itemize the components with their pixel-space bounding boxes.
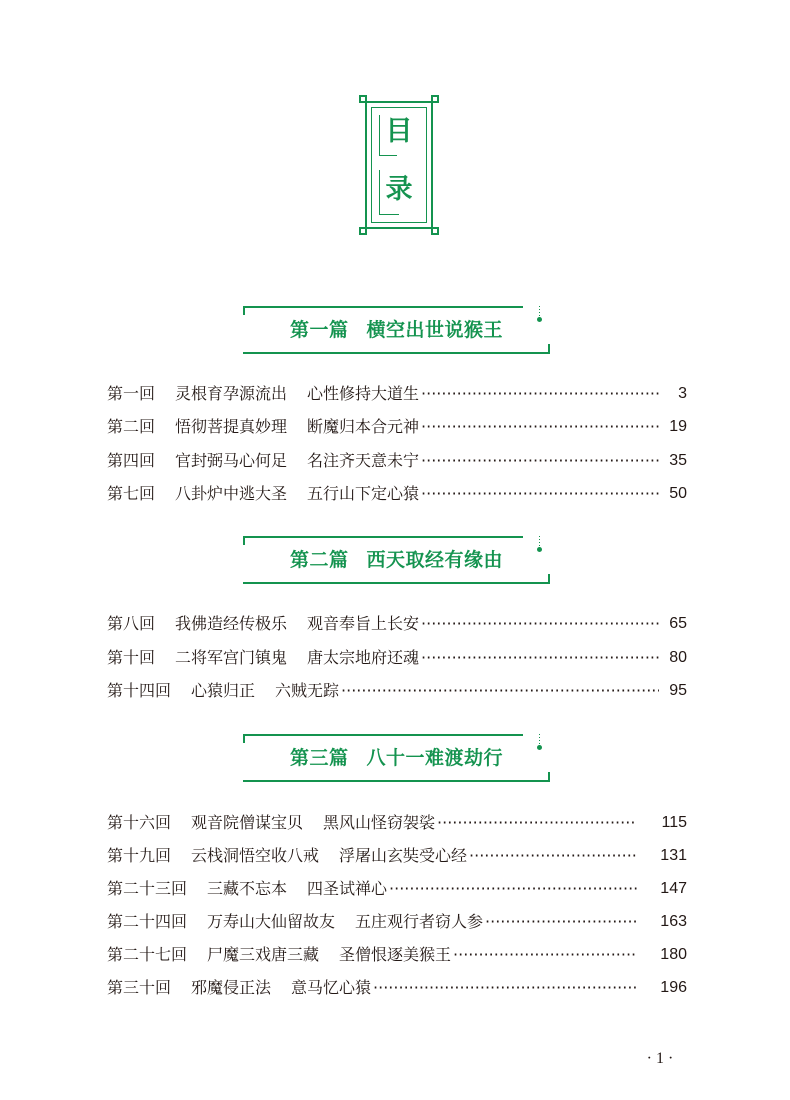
toc-entry[interactable] (107, 612, 687, 636)
section-header-3 (243, 734, 550, 782)
toc-entry[interactable] (107, 415, 687, 439)
chapter-title-first: 灵根育孕源流出 (175, 384, 288, 403)
section-header-1 (243, 306, 550, 354)
chapter-title-second: 黑风山怪窃袈裟 (323, 813, 436, 832)
toc-entry[interactable] (107, 877, 687, 901)
toc-entry[interactable] (107, 844, 687, 868)
dot-leader (421, 415, 659, 439)
frame-corner (431, 95, 439, 103)
chapter-number: 第十四回 (107, 681, 172, 700)
chapter-title-first: 三藏不忘本 (207, 879, 288, 898)
page-ref: 80 (669, 649, 687, 666)
page-ref: 65 (669, 615, 687, 632)
dot-leader (437, 811, 637, 835)
toc-entry[interactable] (107, 382, 687, 406)
section-part: 第三篇 (289, 747, 349, 769)
dot-leader (373, 976, 637, 1000)
chapter-title-second: 六贼无踪 (275, 681, 340, 700)
chapter-number: 第八回 (107, 614, 156, 633)
chapter-number: 第二十七回 (107, 945, 188, 964)
toc-entry[interactable] (107, 449, 687, 473)
chapter-title-second: 浮屠山玄奘受心经 (339, 846, 468, 865)
dot-leader (453, 943, 637, 967)
chapter-title-second: 五行山下定心猿 (307, 484, 420, 503)
page-ref: 95 (669, 682, 687, 699)
chapter-title-second: 四圣试禅心 (307, 879, 388, 898)
dot-leader (421, 449, 659, 473)
chapter-number: 第十回 (107, 648, 156, 667)
dot-leader (341, 679, 659, 703)
toc-title-frame (359, 95, 439, 235)
chapter-title-first: 八卦炉中逃大圣 (175, 484, 288, 503)
page-ref: 196 (660, 979, 687, 996)
chapter-number: 第二十三回 (107, 879, 188, 898)
dot-leader (421, 612, 659, 636)
chapter-title-second: 唐太宗地府还魂 (307, 648, 420, 667)
frame-corner (431, 227, 439, 235)
dot-leader (421, 382, 659, 406)
chapter-number: 第七回 (107, 484, 156, 503)
chapter-title-first: 二将军宫门镇鬼 (175, 648, 288, 667)
page-ref: 50 (669, 485, 687, 502)
page-ref: 147 (660, 880, 687, 897)
toc-entry[interactable] (107, 811, 687, 835)
section-header-2 (243, 536, 550, 584)
page-number: · 1 · (646, 1050, 674, 1067)
section-title (243, 318, 550, 342)
chapter-number: 第二回 (107, 417, 156, 436)
section-title (243, 548, 550, 572)
chapter-title-first: 我佛造经传极乐 (175, 614, 288, 633)
chapter-title-first: 心猿归正 (191, 681, 256, 700)
chapter-number: 第十九回 (107, 846, 172, 865)
chapter-title-second: 意马忆心猿 (291, 978, 372, 997)
chapter-title-second: 五庄观行者窃人参 (355, 912, 484, 931)
chapter-title-second: 名注齐天意未宁 (307, 451, 420, 470)
toc-title-char-1: 目 (385, 116, 413, 147)
chapter-title-first: 云栈洞悟空收八戒 (191, 846, 320, 865)
frame-corner (359, 95, 367, 103)
page-ref: 163 (660, 913, 687, 930)
frame-corner (359, 227, 367, 235)
page-ref: 115 (661, 814, 687, 831)
section-name: 八十一难渡劫行 (366, 747, 504, 769)
chapter-title-second: 心性修持大道生 (307, 384, 420, 403)
dot-leader (485, 910, 637, 934)
dot-leader (421, 646, 659, 670)
chapter-title-first: 邪魔侵正法 (191, 978, 272, 997)
section-name: 西天取经有缘由 (366, 549, 504, 571)
toc-entry[interactable] (107, 482, 687, 506)
chapter-number: 第一回 (107, 384, 156, 403)
chapter-title-second: 圣僧恨逐美猴王 (339, 945, 452, 964)
toc-entry[interactable] (107, 679, 687, 703)
chapter-title-first: 万寿山大仙留故友 (207, 912, 336, 931)
section-name: 横空出世说猴王 (366, 319, 504, 341)
page-ref: 3 (678, 385, 687, 402)
chapter-title-first: 悟彻菩提真妙理 (175, 417, 288, 436)
toc-title-char-2: 录 (385, 174, 413, 205)
chapter-title-second: 观音奉旨上长安 (307, 614, 420, 633)
chapter-title-first: 观音院僧谋宝贝 (191, 813, 304, 832)
section-part: 第二篇 (289, 549, 349, 571)
toc-entry[interactable] (107, 646, 687, 670)
chapter-title-first: 官封弼马心何足 (175, 451, 288, 470)
chapter-number: 第四回 (107, 451, 156, 470)
page-ref: 131 (660, 847, 687, 864)
page-ref: 35 (669, 452, 687, 469)
dot-leader (421, 482, 659, 506)
chapter-title-first: 尸魔三戏唐三藏 (207, 945, 320, 964)
toc-entry[interactable] (107, 943, 687, 967)
dot-leader (389, 877, 637, 901)
chapter-number: 第三十回 (107, 978, 172, 997)
section-title (243, 746, 550, 770)
chapter-number: 第十六回 (107, 813, 172, 832)
dot-leader (469, 844, 637, 868)
chapter-title-second: 断魔归本合元神 (307, 417, 420, 436)
section-part: 第一篇 (289, 319, 349, 341)
page-ref: 19 (669, 418, 687, 435)
toc-entry[interactable] (107, 910, 687, 934)
chapter-number: 第二十四回 (107, 912, 188, 931)
toc-entry[interactable] (107, 976, 687, 1000)
page-ref: 180 (660, 946, 687, 963)
